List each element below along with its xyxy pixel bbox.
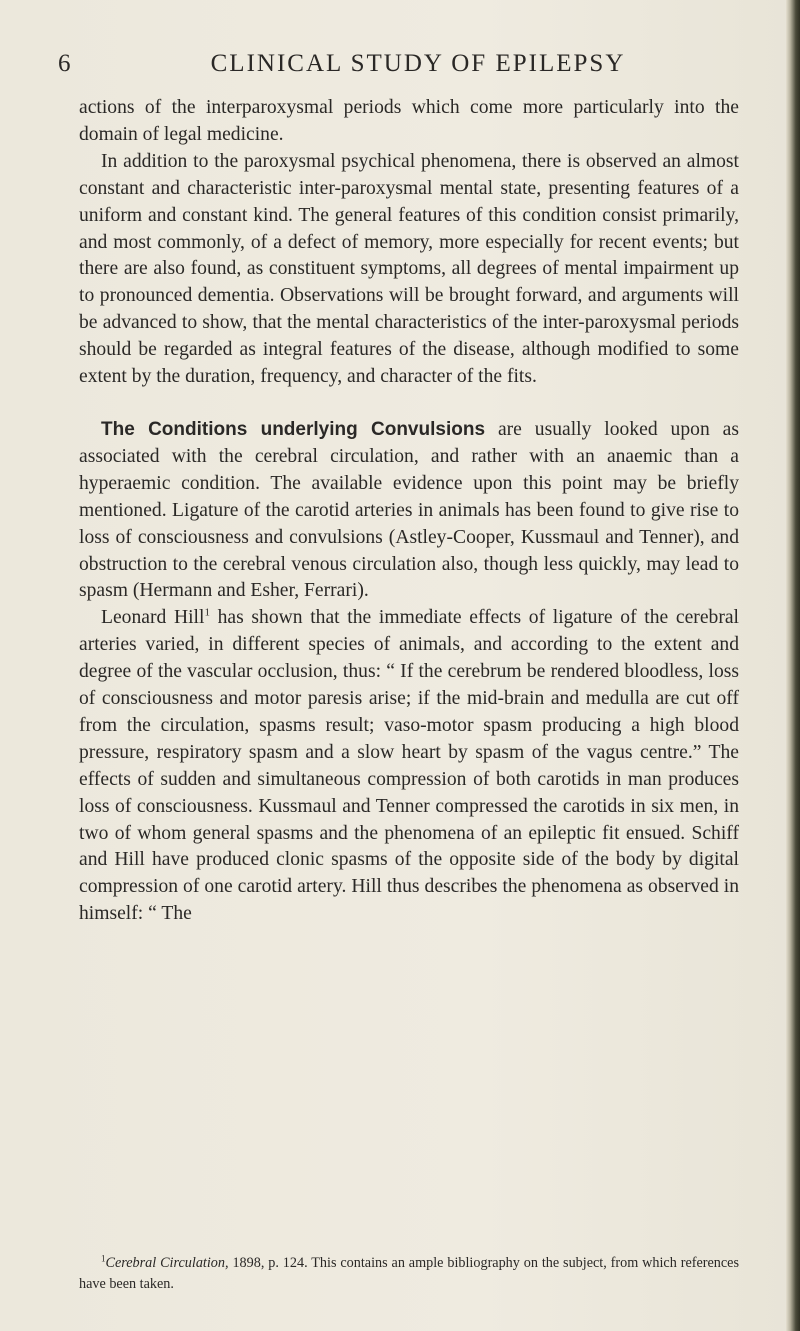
footnote-1 — [79, 1253, 739, 1295]
paragraph-2: In addition to the paroxysmal psychical phenomena, there is observed an almost constant and characteristic inter-paroxysmal mental state, presenting features of a uniform and constant kind. The general features of this condition consist primarily, and most commonly, of a defect of memory, more especially for recent events; but there are also found, as constituent symptoms, all degrees of mental impairment up to pronounced dementia. Observations will be brought forward, and arguments will be advanced to show, that the mental characteristics of the inter-paroxysmal periods should be regarded as integral features of the disease, although modified to some extent by the duration, frequency, and character of the fits. — [79, 150, 739, 388]
running-head: CLINICAL STUDY OF EPILEPSY — [210, 50, 626, 77]
paragraph-3 — [79, 417, 739, 605]
paragraph-4-text: has shown that the immediate effects of ligature of the cerebral arteries varied, in different species of animals, and according to the extent and degree of the vascular occlusion, thus: “ If the cerebrum be rendered bloodless, loss of consciousness and motor paresis arise; if the mid-brain and medulla are cut off from the circulation, spasms result; vaso-motor spasm producing a high blood pressure, respiratory spasm and a slow heart by spasm of the vagus centre.” The effects of sudden and simultaneous compression of both carotids in man produces loss of consciousness. Kussmaul and Tenner compressed the carotids in six men, in two of whom general spasms and the phenomena of an epileptic fit ensued. Schiff and Hill have produced clonic spasms of the opposite side of the body by digital compression of one carotid artery. Hill thus describes the phenomena as observed in himself: “ The — [79, 607, 739, 925]
footnote-marker: 1 — [101, 1253, 106, 1264]
paragraph-4 — [79, 605, 739, 928]
footnote-reference: 1 — [204, 606, 210, 619]
section-sidehead: The Conditions underlying Convulsions — [101, 418, 486, 440]
paragraph-3-text: are usually looked upon as associated with the cerebral circulation, and rather with an anaemic than a hyperaemic condition. The available evidence upon this point may be briefly mentioned. Ligature of the carotid arteries in animals has been found to give rise to loss of consciousness and convulsions (Astley-Cooper, Kussmaul and Tenner), and obstruction to the cerebral venous circulation also, though less quickly, may lead to spasm (Hermann and Esher, Ferrari). — [79, 418, 739, 602]
footnote — [79, 1253, 739, 1295]
body-text — [79, 95, 739, 928]
paragraph-1: actions of the interparoxysmal periods which come more particularly into the domain of legal medicine. — [79, 97, 739, 145]
footnote-title: Cerebral Circulation, — [105, 1255, 229, 1271]
footnote-text: 1898, p. 124. This contains an ample bibliography on the subject, from which references have been taken. — [79, 1255, 739, 1292]
paragraph-4-start: Leonard Hill — [101, 607, 205, 629]
page-number: 6 — [58, 50, 72, 77]
book-spine-edge — [786, 0, 800, 1331]
page-header — [58, 48, 748, 88]
